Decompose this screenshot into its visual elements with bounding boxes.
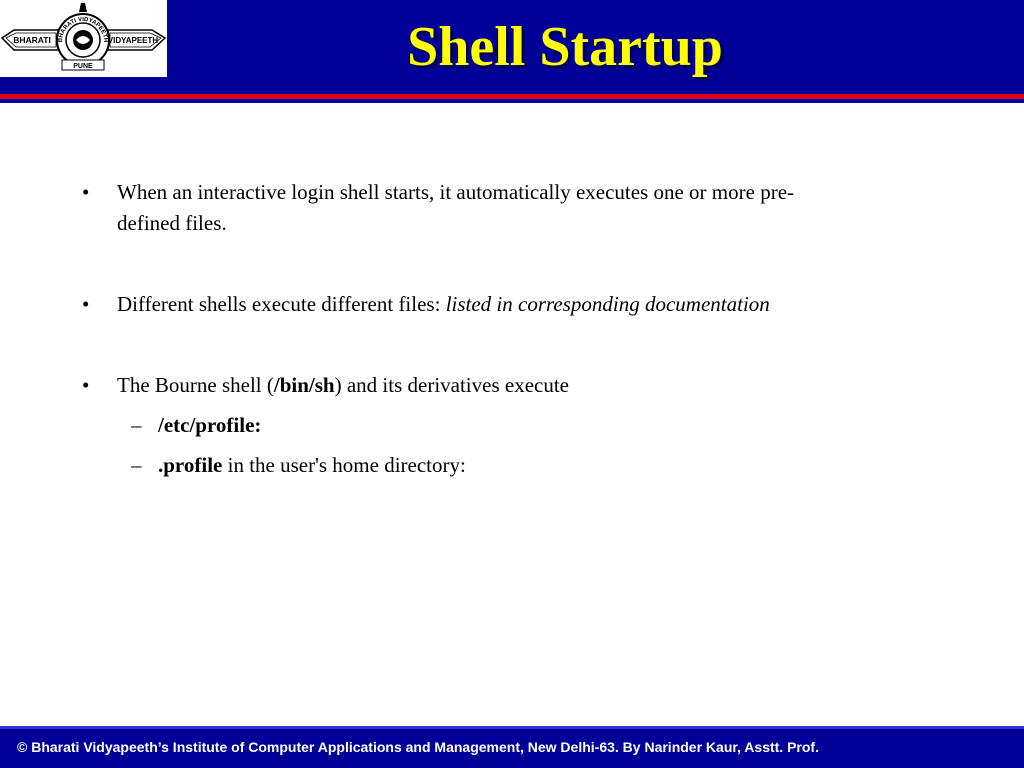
- bullet-marker: •: [82, 180, 90, 204]
- logo-left-text: BHARATI: [13, 35, 51, 45]
- bullet-text: [117, 370, 569, 401]
- sub-list-text-rest: in the user's home directory:: [222, 453, 466, 477]
- logo-right-text: VIDYAPEETH: [107, 36, 159, 45]
- bullet-marker: •: [82, 373, 90, 397]
- sub-list-text-bold: /etc/profile:: [158, 413, 262, 437]
- bullet-text-italic: listed in corresponding documentation: [445, 292, 770, 316]
- bullet-item: [82, 289, 982, 320]
- header-bar: [0, 0, 1024, 94]
- sub-list-item: [131, 410, 931, 441]
- sub-list-text-bold: .profile: [158, 453, 223, 477]
- bullet-text-bold: /bin/sh: [273, 373, 335, 397]
- logo-emblem-icon: [0, 0, 167, 77]
- bullet-text-prefix: The Bourne shell (: [117, 373, 274, 397]
- bullet-text-suffix: ) and its derivatives execute: [334, 373, 569, 397]
- bullet-marker: •: [82, 292, 90, 316]
- logo-arc-text: BHARATI VIDYAPEETH: [57, 16, 109, 43]
- footer-copyright-text: © Bharati Vidyapeeth’s Institute of Computer Applications and Management, New Delhi-63. By Narinder Kaur, Asstt. Prof.: [17, 739, 819, 755]
- bullet-text-plain: Different shells execute different files:: [117, 292, 446, 316]
- sub-list-text: [158, 410, 261, 441]
- bullet-text-line: When an interactive login shell starts, it automatically executes one or more pre-: [117, 180, 795, 204]
- bullet-item: [82, 177, 982, 239]
- bullet-text-line: defined files.: [117, 211, 227, 235]
- page-title: Shell Startup: [407, 16, 723, 78]
- bullet-item: [82, 370, 982, 401]
- logo-bottom-text: PUNE: [73, 63, 93, 70]
- sub-list-marker: –: [131, 453, 142, 477]
- sub-list-item: [131, 450, 931, 481]
- institute-logo: [0, 0, 167, 77]
- header-blue-stripe: [0, 99, 1024, 103]
- footer-bar: [0, 729, 1024, 768]
- bullet-text: [117, 289, 770, 320]
- sub-list-text: [158, 450, 466, 481]
- sub-list-marker: –: [131, 413, 142, 437]
